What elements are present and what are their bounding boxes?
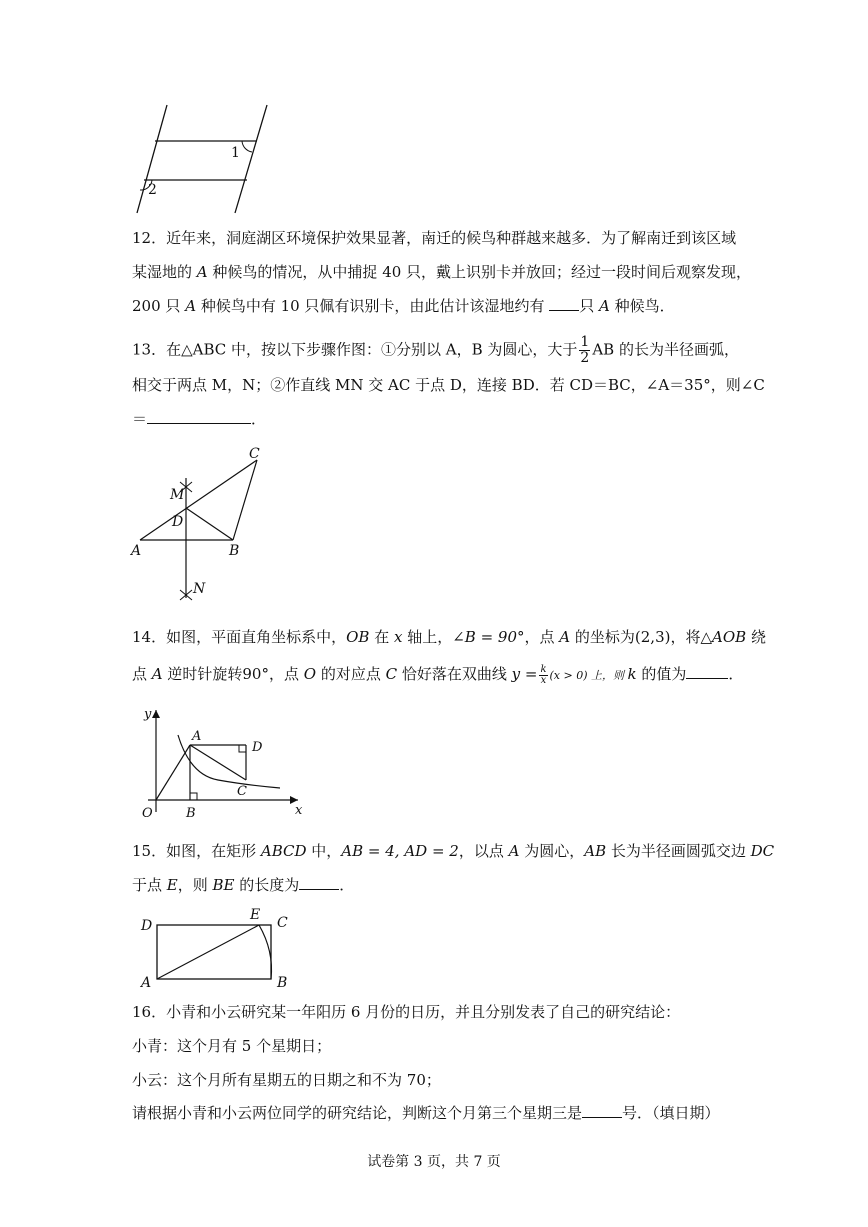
angle-label-2: 2 xyxy=(148,182,157,198)
segment-AE xyxy=(157,925,259,979)
point-label-O: O xyxy=(142,806,153,821)
q13-line-2: 相交于两点 M，N；②作直线 MN 交 AC 于点 D，连接 BD．若 CD＝BC，∠A＝35°，则∠C xyxy=(132,376,765,394)
point-label-C: C xyxy=(249,446,260,462)
answer-blank-q14[interactable] xyxy=(686,664,728,679)
segment-AC xyxy=(190,745,246,780)
q16-line-1: 16．小青和小云研究某一年阳历 6 月份的日历，并且分别发表了自己的研究结论： xyxy=(132,1003,681,1021)
q13-line-1: 13．在△ABC 中，按以下步骤作图：①分别以 A，B 为圆心，大于 $\frac{1}{2}$ AB 的长为半径画弧， xyxy=(132,334,739,366)
axis-label-x: x xyxy=(295,803,303,818)
page-footer: 试卷第 3 页，共 7 页 xyxy=(367,1154,501,1170)
answer-blank-q13[interactable] xyxy=(147,409,251,424)
point-label-B: B xyxy=(229,543,240,559)
point-label-B: B xyxy=(277,975,288,991)
q15-line-1: 15．如图，在矩形 ABCD 中，AB = 4, AD = 2，以点 A 为圆心，AB 长为半径画圆弧交边 DC xyxy=(132,842,775,860)
q12-line-3: 200 只 A 种候鸟中有 10 只佩有识别卡，由此估计该湿地约有 只 A 种候鸟． xyxy=(132,297,675,315)
q14-line-1: 14．如图，平面直角坐标系中，OB 在 x 轴上，∠B = 90°，点 A 的坐标为(2,3)，将△AOB 绕 xyxy=(132,628,766,646)
answer-blank-q12[interactable] xyxy=(549,296,579,311)
point-label-A: A xyxy=(141,975,152,991)
figure-q15 xyxy=(135,905,295,990)
answer-blank-q16[interactable] xyxy=(582,1103,622,1118)
point-label-D: D xyxy=(252,740,263,755)
segment-OA xyxy=(156,745,190,800)
q13-line-3: ＝ ． xyxy=(132,410,267,428)
segment-AC xyxy=(140,460,257,540)
arc-BE xyxy=(259,925,272,979)
answer-blank-q15[interactable] xyxy=(299,875,339,890)
segment-BD xyxy=(186,508,233,540)
figure-q13 xyxy=(125,440,275,610)
segment-BC xyxy=(233,460,257,540)
q12-line-2: 某湿地的 A 种候鸟的情况，从中捕捉 40 只，戴上识别卡并放回；经过一段时间后观察发现， xyxy=(132,263,752,281)
point-label-N: N xyxy=(193,581,206,597)
point-label-B: B xyxy=(186,806,196,821)
point-label-M: M xyxy=(170,487,185,503)
point-label-D: D xyxy=(141,918,153,934)
point-label-A: A xyxy=(131,543,142,559)
angle-arc-1 xyxy=(242,141,252,152)
q14-line-2: 点 A 逆时针旋转90°，点 O 的对应点 C 恰好落在双曲线 y = $\frac{k}{x}$ (x > 0) 上，则 k 的值为 ． xyxy=(132,663,744,686)
right-angle-mark-B xyxy=(190,793,197,800)
q16-line-3: 小云：这个月所有星期五的日期之和不为 70； xyxy=(132,1071,441,1089)
q15-line-2: 于点 E，则 BE 的长度为 ． xyxy=(132,876,355,894)
fraction-k-over-x: $\frac{k}{x}$ xyxy=(540,663,547,686)
q16-line-4: 请根据小青和小云两位同学的研究结论，判断这个月第三个星期三是 号．（填日期） xyxy=(132,1104,720,1122)
fraction-one-half: $\frac{1}{2}$ xyxy=(580,334,590,366)
q16-line-2: 小青：这个月有 5 个星期日； xyxy=(132,1037,332,1055)
point-label-A: A xyxy=(192,729,202,744)
figure-q11 xyxy=(135,100,275,220)
axis-label-y: y xyxy=(144,707,152,722)
point-label-C: C xyxy=(277,915,288,931)
right-angle-mark-D xyxy=(239,745,246,752)
point-label-C: C xyxy=(237,784,247,799)
y-axis-arrow-icon xyxy=(152,710,160,718)
point-label-D: D xyxy=(172,514,184,530)
figure-q14 xyxy=(130,700,310,825)
angle-label-1: 1 xyxy=(231,145,240,161)
rectangle-ABCD xyxy=(157,925,271,979)
point-label-E: E xyxy=(250,907,261,923)
q12-line-1: 12．近年来，洞庭湖区环境保护效果显著，南迁的候鸟种群越来越多．为了解南迁到该区域 xyxy=(132,229,737,247)
